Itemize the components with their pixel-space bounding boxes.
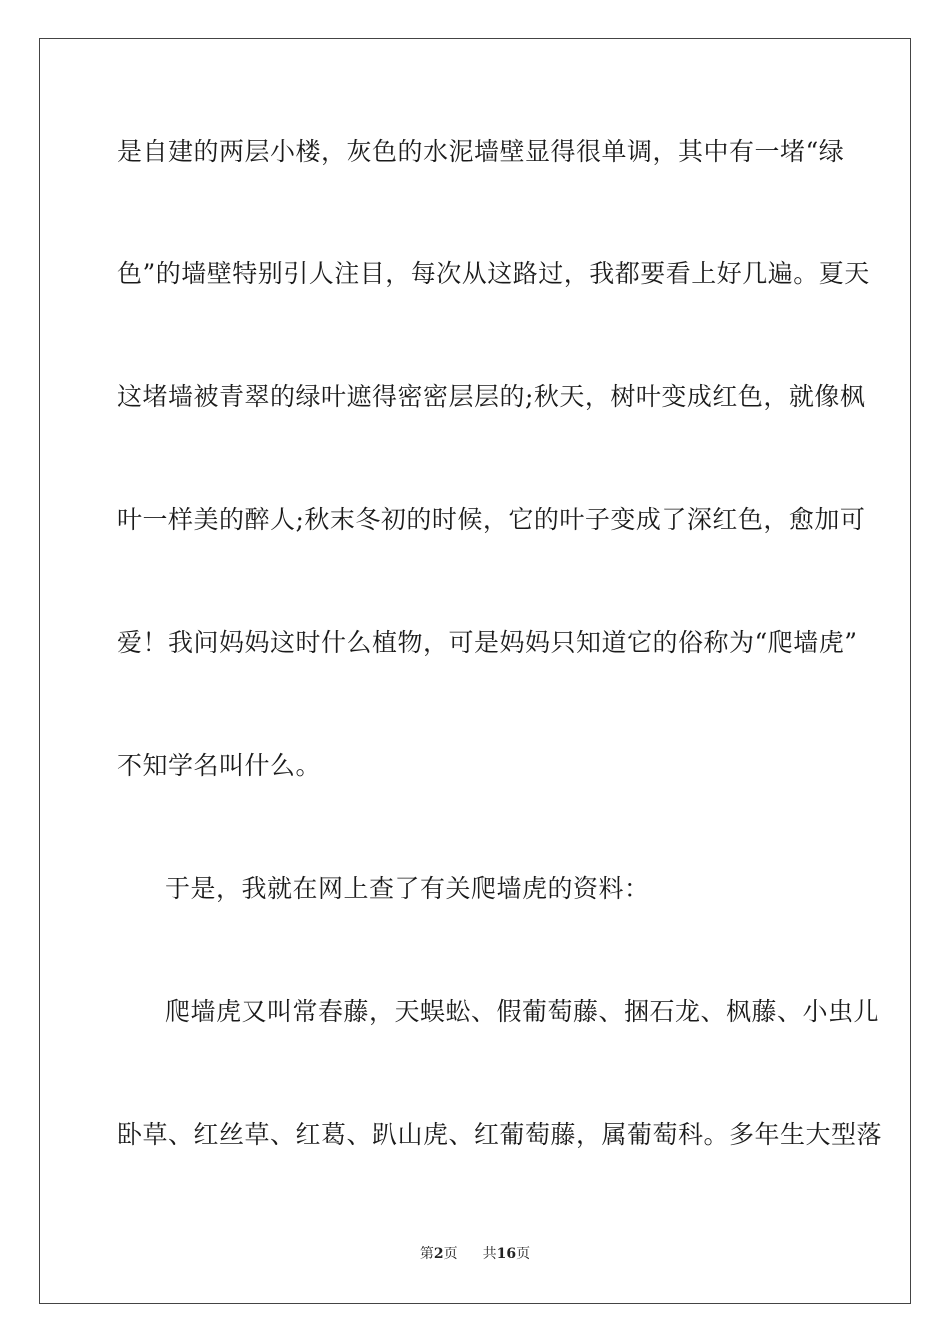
- footer-page-prefix: 第: [419, 1246, 434, 1262]
- page-footer: [0, 1245, 950, 1263]
- footer-page-current: 2: [433, 1246, 444, 1262]
- body-text-line-1: 是自建的两层小楼，灰色的水泥墙壁显得很单调，其中有一堵“绿: [117, 137, 845, 166]
- body-text-line-5: 爱！我问妈妈这时什么植物，可是妈妈只知道它的俗称为“爬墙虎”: [117, 628, 858, 657]
- body-text-line-9: 卧草、红丝草、红葛、趴山虎、红葡萄藤，属葡萄科。多年生大型落: [117, 1120, 883, 1149]
- footer-total-unit: 页: [516, 1246, 531, 1262]
- page-border: [39, 38, 911, 1304]
- body-text-line-3: 这堵墙被青翠的绿叶遮得密密层层的;秋天，树叶变成红色，就像枫: [117, 382, 866, 411]
- body-text-line-7: 于是，我就在网上查了有关爬墙虎的资料：: [165, 874, 650, 903]
- body-text-line-6: 不知学名叫什么。: [117, 751, 322, 780]
- body-text-line-4: 叶一样美的醉人;秋末冬初的时候，它的叶子变成了深红色，愈加可: [117, 505, 866, 534]
- footer-page-total: 16: [496, 1246, 517, 1262]
- footer-total-prefix: 共: [482, 1246, 497, 1262]
- footer-page-unit: 页: [443, 1246, 458, 1262]
- body-text-line-8: 爬墙虎又叫常春藤，天蜈蚣、假葡萄藤、捆石龙、枫藤、小虫儿: [165, 997, 880, 1026]
- body-text-line-2: 色”的墙壁特别引人注目，每次从这路过，我都要看上好几遍。夏天: [117, 259, 870, 288]
